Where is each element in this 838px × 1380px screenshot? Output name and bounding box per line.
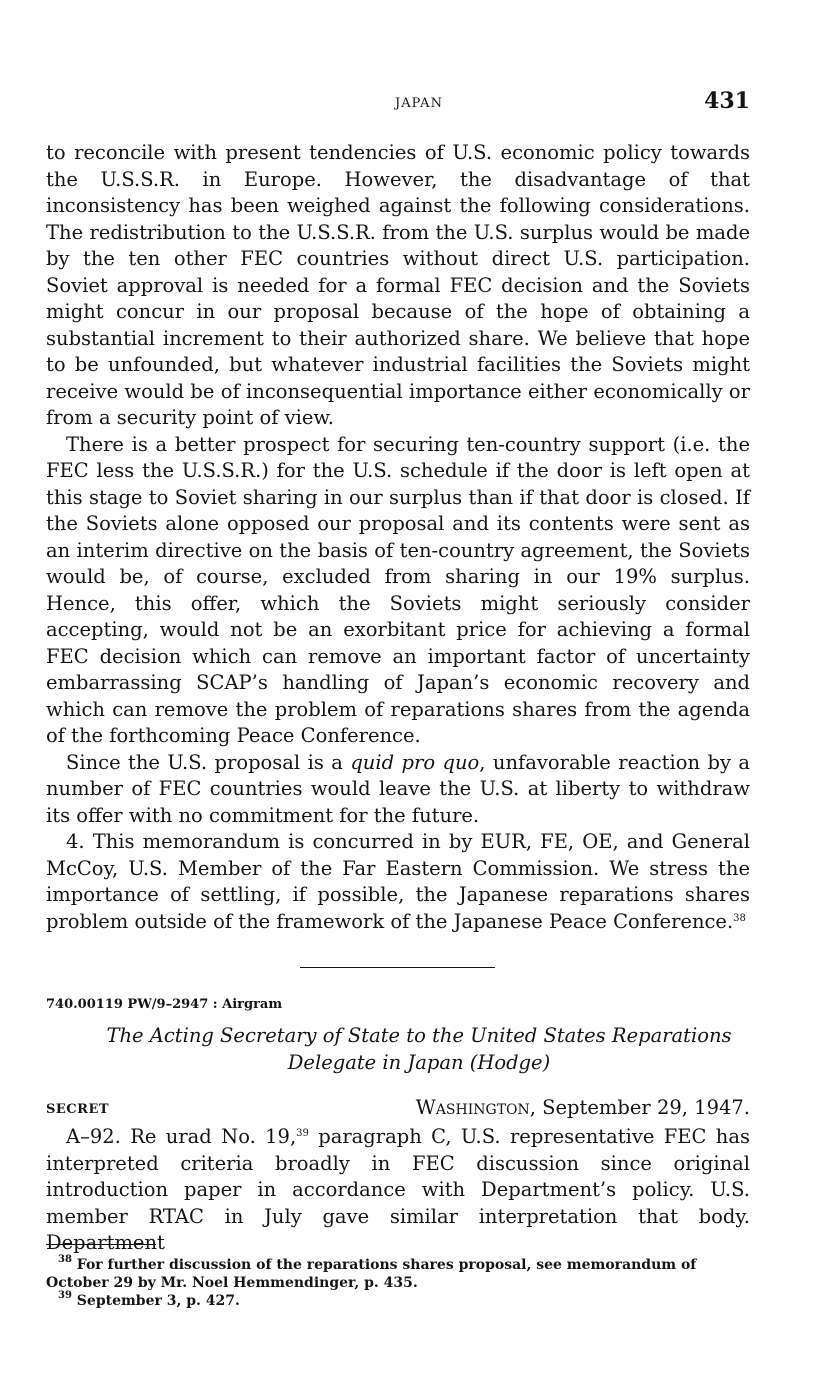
running-title: JAPAN (395, 96, 443, 111)
title-delegate: Delegate in Japan ( (287, 1051, 478, 1074)
footnote-mark-38: 38 (58, 1254, 72, 1265)
footnote-mark-39: 39 (58, 1290, 72, 1301)
footnote-ref-39: 39 (296, 1128, 309, 1139)
paragraph-4 (46, 829, 750, 935)
memorandum-body (46, 140, 750, 935)
paragraph-4-text: 4. This memorandum is concurred in by EUR, FE, OE, and General McCoy, U.S. Member of the Far Eastern Commission. We stress the importance of settling, if possible, the Japanese reparations shares problem outside of the framework of the Japanese Peace Conference. (46, 830, 750, 933)
title-delegate-name: Hodge (477, 1051, 543, 1074)
footnote-39 (46, 1292, 750, 1310)
airgram-paragraph (46, 1124, 750, 1257)
document-title-line-1: The Acting Secretary of State to the United States Reparations (106, 1024, 732, 1047)
paragraph-3-latin-phrase: quid pro quo (350, 750, 480, 774)
date: , September 29, 1947. (529, 1096, 750, 1119)
dateline (46, 1096, 750, 1124)
footnote-38 (46, 1256, 750, 1292)
document-title-line-2 (60, 1049, 778, 1076)
paragraph-2: There is a better prospect for securing ten-country support (i.e. the FEC less the U.S.S.R.) for the U.S. schedule if the door is left open at this stage to Soviet sharing in our surplus than if that door is closed. If the Soviets alone opposed our proposal and its contents were sent as an interim directive on the basis of ten-country agreement, the Soviets would be, of course, excluded from sharing in our 19% surplus. Hence, this offer, which the Soviets might seriously consider accepting, would not be an exorbitant price for achieving a formal FEC decision which can remove an important factor of uncertainty embarrassing SCAP’s handling of Japan’s economic recovery and which can remove the problem of reparations shares from the agenda of the forthcoming Peace Conference. (46, 432, 750, 747)
place-and-date (416, 1096, 750, 1119)
footnotes (46, 1256, 750, 1310)
classification-label: SECRET (46, 1102, 110, 1117)
place: Washington (415, 1096, 530, 1119)
paragraph-3-text-end: , unfavorable reaction by a number of FEC countries would leave the U.S. at liberty to withdraw its offer with no commitment for the future. (46, 750, 751, 827)
airgram-text-end: paragraph C, U.S. representative FEC has interpreted criteria broadly in FEC discussion since original introduction paper in accordance with Department’s policy. U.S. member RTAC in July gave similar interpretation that body. Department (46, 1125, 750, 1254)
section-divider (300, 967, 495, 968)
page-number: 431 (704, 88, 750, 114)
title-close-paren: ) (542, 1051, 551, 1074)
footnote-39-text: September 3, p. 427. (71, 1293, 240, 1309)
paragraph-3 (46, 750, 750, 830)
airgram-body (46, 1124, 750, 1257)
paragraph-3-text-start: Since the U.S. proposal is a (66, 750, 351, 774)
footnote-divider (46, 1244, 156, 1245)
document-title (60, 1022, 778, 1076)
airgram-text-start: A–92. Re urad No. 19, (66, 1125, 297, 1148)
paragraph-1: to reconcile with present tendencies of U.S. economic policy towards the U.S.S.R. in Europe. However, the disadvantage of that inconsistency has been weighed against the following considerations. The redistribution to the U.S.S.R. from the U.S. surplus would be made by the ten other FEC countries without direct U.S. participation. Soviet approval is needed for a formal FEC decision and the Soviets might concur in our proposal because of the hope of obtaining a substantial increment to their authorized share. We believe that hope to be unfounded, but whatever industrial facilities the Soviets might receive would be of inconsequential importance either economically or from a security point of view. (46, 141, 750, 429)
file-number: 740.00119 PW/9–2947 : Airgram (46, 997, 283, 1012)
footnote-ref-38: 38 (733, 912, 746, 924)
footnote-38-text: For further discussion of the reparations shares proposal, see memorandum of October 29 by Mr. Noel Hemmendinger, p. 435. (46, 1257, 697, 1291)
